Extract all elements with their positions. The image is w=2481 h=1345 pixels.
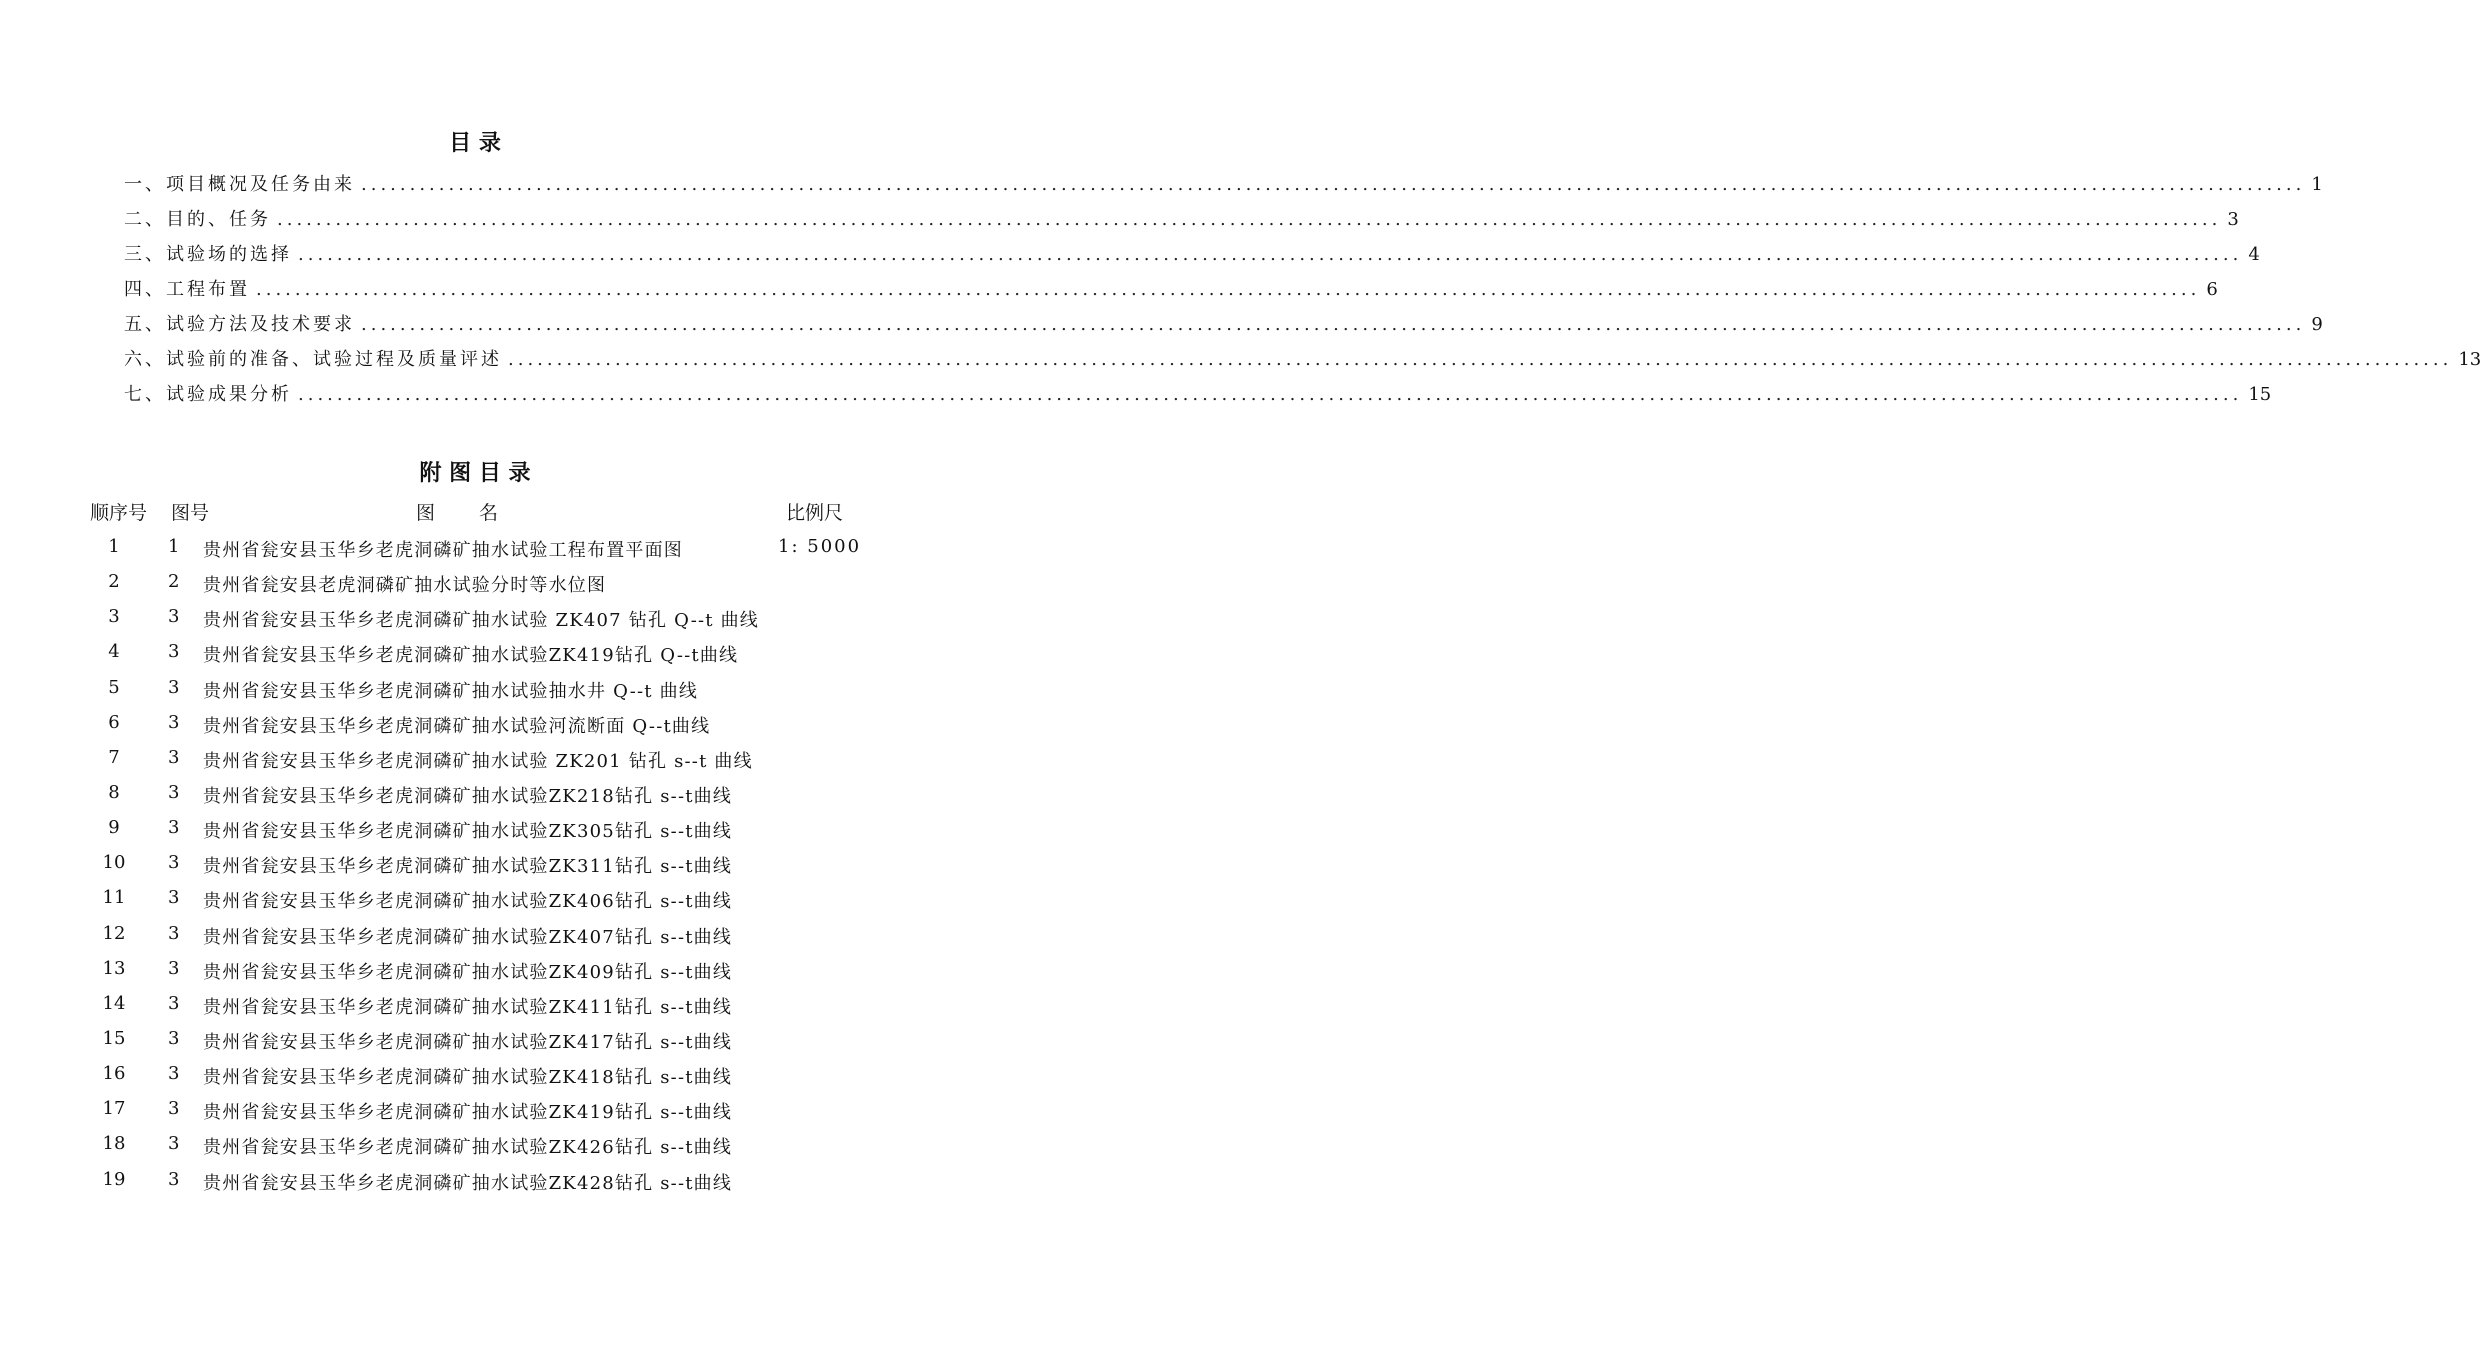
toc-leader-dots: ........................................................................................................................................................................................................	[256, 279, 2201, 300]
figure-no: 3	[168, 817, 180, 839]
figure-name: 贵州省瓮安县玉华乡老虎洞磷矿抽水试验抽水井 Q--t 曲线	[203, 680, 699, 702]
figure-row	[0, 1094, 950, 1129]
toc-entry	[124, 310, 2323, 345]
figure-no: 3	[168, 1063, 180, 1085]
header-scale: 比例尺	[786, 502, 844, 524]
figure-row	[0, 1165, 950, 1200]
figure-row	[0, 919, 950, 954]
figure-name: 贵州省瓮安县玉华乡老虎洞磷矿抽水试验 ZK407 钻孔 Q--t 曲线	[203, 610, 760, 632]
toc-leader-dots: ........................................................................................................................................................................................................	[361, 314, 2306, 335]
figure-name: 贵州省瓮安县玉华乡老虎洞磷矿抽水试验ZK305钻孔 s--t曲线	[203, 821, 733, 843]
toc-entry-page: 4	[2248, 244, 2260, 265]
figure-no: 1	[168, 536, 180, 557]
figure-name: 贵州省瓮安县玉华乡老虎洞磷矿抽水试验ZK218钻孔 s--t曲线	[203, 785, 733, 807]
toc-entry-page: 1	[2311, 174, 2323, 195]
figure-no: 3	[168, 922, 180, 944]
toc-entry	[124, 380, 2272, 415]
figure-name: 贵州省瓮安县玉华乡老虎洞磷矿抽水试验工程布置平面图	[203, 540, 683, 561]
figure-row	[0, 1059, 950, 1094]
figure-row	[0, 1129, 950, 1164]
figure-seq: 14	[102, 992, 126, 1014]
figure-seq: 16	[102, 1063, 126, 1085]
figure-list-header	[0, 498, 950, 528]
figure-no: 3	[168, 711, 180, 733]
figure-row	[0, 708, 950, 743]
figure-no: 3	[168, 746, 180, 768]
toc-entry-label: 六、试验前的准备、试验过程及质量评述	[124, 349, 502, 370]
figure-no: 3	[168, 606, 180, 628]
toc-leader-dots: ........................................................................................................................................................................................................	[298, 244, 2243, 265]
figure-name: 贵州省瓮安县玉华乡老虎洞磷矿抽水试验ZK411钻孔 s--t曲线	[203, 996, 733, 1018]
toc-leader-dots: ........................................................................................................................................................................................................	[361, 174, 2306, 195]
figure-name: 贵州省瓮安县玉华乡老虎洞磷矿抽水试验ZK428钻孔 s--t曲线	[203, 1172, 733, 1194]
figure-no: 3	[168, 992, 180, 1014]
figure-seq: 3	[108, 606, 120, 628]
figure-no: 3	[168, 1168, 180, 1190]
toc-entry	[124, 240, 2260, 275]
toc-entry-label: 三、试验场的选择	[124, 244, 292, 265]
figure-name: 贵州省瓮安县玉华乡老虎洞磷矿抽水试验ZK311钻孔 s--t曲线	[203, 856, 733, 878]
figure-seq: 11	[102, 887, 126, 909]
header-figure-no: 图号	[171, 502, 210, 524]
figure-row	[0, 567, 950, 602]
figure-no: 2	[168, 571, 180, 593]
figure-seq: 5	[108, 676, 120, 698]
figure-list	[0, 532, 950, 1200]
toc-entry	[124, 345, 2481, 380]
figure-name: 贵州省瓮安县玉华乡老虎洞磷矿抽水试验ZK417钻孔 s--t曲线	[203, 1031, 733, 1053]
figure-seq: 4	[108, 641, 120, 663]
toc-entry	[124, 205, 2239, 240]
figure-row	[0, 813, 950, 848]
figure-no: 3	[168, 887, 180, 909]
figure-row	[0, 778, 950, 813]
table-of-contents	[124, 170, 2481, 415]
figure-row	[0, 848, 950, 883]
figure-seq: 13	[102, 957, 126, 979]
toc-entry-label: 五、试验方法及技术要求	[124, 314, 355, 335]
figure-name: 贵州省瓮安县玉华乡老虎洞磷矿抽水试验ZK409钻孔 s--t曲线	[203, 961, 733, 983]
figure-seq: 15	[102, 1027, 126, 1049]
figure-no: 3	[168, 1027, 180, 1049]
figure-row	[0, 673, 950, 708]
figure-name: 贵州省瓮安县老虎洞磷矿抽水试验分时等水位图	[203, 575, 607, 597]
figure-row	[0, 602, 950, 637]
figure-name: 贵州省瓮安县玉华乡老虎洞磷矿抽水试验ZK419钻孔 Q--t曲线	[203, 645, 739, 667]
figure-name: 贵州省瓮安县玉华乡老虎洞磷矿抽水试验ZK418钻孔 s--t曲线	[203, 1067, 733, 1089]
figure-no: 3	[168, 1098, 180, 1120]
toc-entry-label: 四、工程布置	[124, 279, 250, 300]
figure-row	[0, 532, 950, 567]
figure-seq: 1	[108, 536, 120, 557]
figure-no: 3	[168, 957, 180, 979]
header-figure-name: 图名	[416, 502, 543, 524]
toc-entry	[124, 170, 2323, 205]
toc-entry-page: 9	[2311, 314, 2323, 335]
figure-name: 贵州省瓮安县玉华乡老虎洞磷矿抽水试验ZK419钻孔 s--t曲线	[203, 1102, 733, 1124]
figure-seq: 8	[108, 781, 120, 803]
figure-row	[0, 883, 950, 918]
figure-seq: 12	[102, 922, 126, 944]
figure-name: 贵州省瓮安县玉华乡老虎洞磷矿抽水试验河流断面 Q--t曲线	[203, 715, 711, 737]
toc-leader-dots: ........................................................................................................................................................................................................	[277, 209, 2222, 230]
figure-seq: 17	[102, 1098, 126, 1120]
figure-seq: 10	[102, 852, 126, 874]
figure-row	[0, 637, 950, 672]
toc-entry-page: 15	[2248, 384, 2272, 405]
figure-name: 贵州省瓮安县玉华乡老虎洞磷矿抽水试验 ZK201 钻孔 s--t 曲线	[203, 750, 753, 772]
figure-row	[0, 1024, 950, 1059]
figure-list-title: 附 图 目 录	[419, 460, 531, 486]
figure-name: 贵州省瓮安县玉华乡老虎洞磷矿抽水试验ZK426钻孔 s--t曲线	[203, 1137, 733, 1159]
figure-no: 3	[168, 781, 180, 803]
toc-leader-dots: ........................................................................................................................................................................................................	[298, 384, 2243, 405]
figure-scale: 1: 5000	[778, 536, 862, 557]
figure-seq: 7	[108, 746, 120, 768]
figure-seq: 19	[102, 1168, 126, 1190]
figure-row	[0, 743, 950, 778]
header-seq: 顺序号	[90, 502, 148, 524]
toc-entry-label: 一、项目概况及任务由来	[124, 174, 355, 195]
toc-title: 目 录	[449, 130, 501, 156]
toc-entry-label: 七、试验成果分析	[124, 384, 292, 405]
toc-entry-page: 6	[2206, 279, 2218, 300]
figure-seq: 9	[108, 817, 120, 839]
figure-seq: 6	[108, 711, 120, 733]
toc-leader-dots: ........................................................................................................................................................................................................	[508, 349, 2453, 370]
figure-no: 3	[168, 676, 180, 698]
figure-no: 3	[168, 641, 180, 663]
figure-no: 3	[168, 852, 180, 874]
toc-entry	[124, 275, 2218, 310]
toc-entry-page: 3	[2227, 209, 2239, 230]
figure-name: 贵州省瓮安县玉华乡老虎洞磷矿抽水试验ZK406钻孔 s--t曲线	[203, 891, 733, 913]
figure-name: 贵州省瓮安县玉华乡老虎洞磷矿抽水试验ZK407钻孔 s--t曲线	[203, 926, 733, 948]
toc-entry-page: 13	[2458, 349, 2481, 370]
figure-row	[0, 989, 950, 1024]
figure-seq: 18	[102, 1133, 126, 1155]
figure-row	[0, 954, 950, 989]
figure-no: 3	[168, 1133, 180, 1155]
figure-seq: 2	[108, 571, 120, 593]
toc-entry-label: 二、目的、任务	[124, 209, 271, 230]
